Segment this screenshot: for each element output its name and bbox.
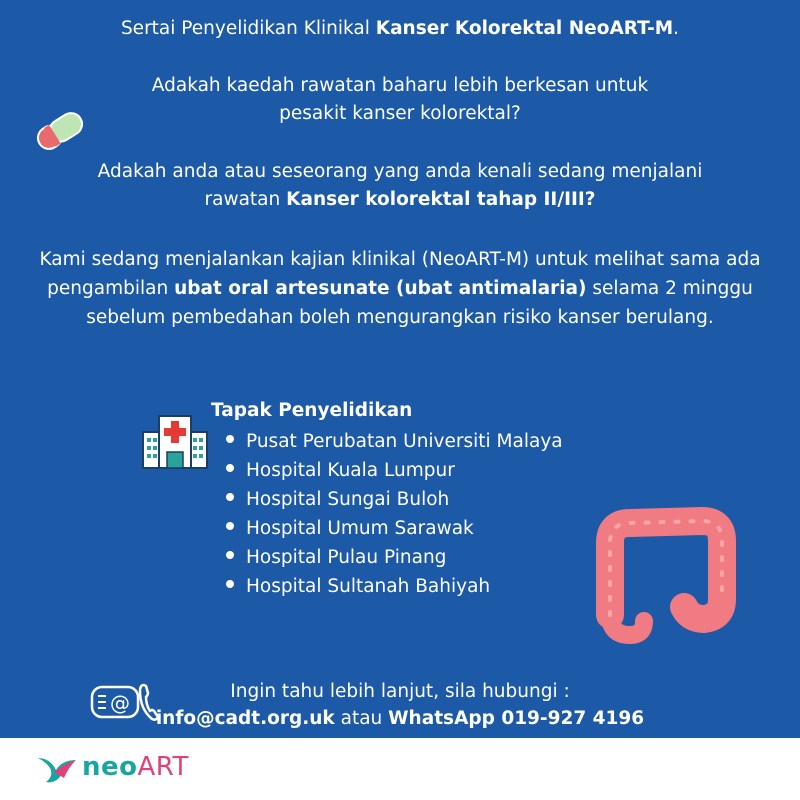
pill-capsule-icon [30,100,90,162]
contact-line1: Ingin tahu lebih lanjut, sila hubungi : [230,681,570,702]
bullet [226,522,234,530]
list-item: Hospital Pulau Pinang [226,543,563,572]
bullet [226,493,234,501]
svg-text:@: @ [110,691,130,715]
list-item: Hospital Sultanah Bahiyah [226,572,563,601]
intro-line: Sertai Penyelidikan Klinikal Kanser Kolorektal NeoART-M. [120,18,680,39]
study-line3: sebelum pembedahan boleh mengurangkan risiko kanser berulang. [86,307,714,328]
intro-strong: Kanser Kolorektal NeoART-M [375,18,674,39]
sites-title: Tapak Penyelidikan [211,400,413,421]
bullet [226,435,234,443]
neoart-bird-logo-icon [36,754,78,786]
neoart-logo-text: neoART [82,752,189,782]
contact-line2: info@cadt.org.uk atau WhatsApp 019-927 4196 [155,708,645,729]
bullet [226,580,234,588]
sites-list [226,427,563,601]
hospital-icon [141,412,209,470]
question1-line1: Adakah kaedah rawatan baharu lebih berkesan untuk [151,75,649,96]
study-line2: pengambilan ubat oral artesunate (ubat antimalaria) selama 2 minggu [47,278,753,299]
bullet [226,464,234,472]
question2-line1: Adakah anda atau seseorang yang anda kenali sedang menjalani [97,161,703,182]
study-line1: Kami sedang menjalankan kajian klinikal (NeoART-M) untuk melihat sama ada [39,249,761,270]
question2-line2: rawatan Kanser kolorektal tahap II/III? [204,189,596,210]
question1-line2: pesakit kanser kolorektal? [279,103,521,124]
contact-email-link[interactable]: info@cadt.org.uk [155,708,335,729]
bullet [226,551,234,559]
list-item: Hospital Umum Sarawak [226,514,563,543]
list-item: Pusat Perubatan Universiti Malaya [226,427,563,456]
contact-whatsapp[interactable]: WhatsApp 019-927 4196 [388,708,645,729]
footer [0,738,800,800]
colon-organ-icon [580,495,755,655]
list-item: Hospital Sungai Buloh [226,485,563,514]
list-item: Hospital Kuala Lumpur [226,456,563,485]
